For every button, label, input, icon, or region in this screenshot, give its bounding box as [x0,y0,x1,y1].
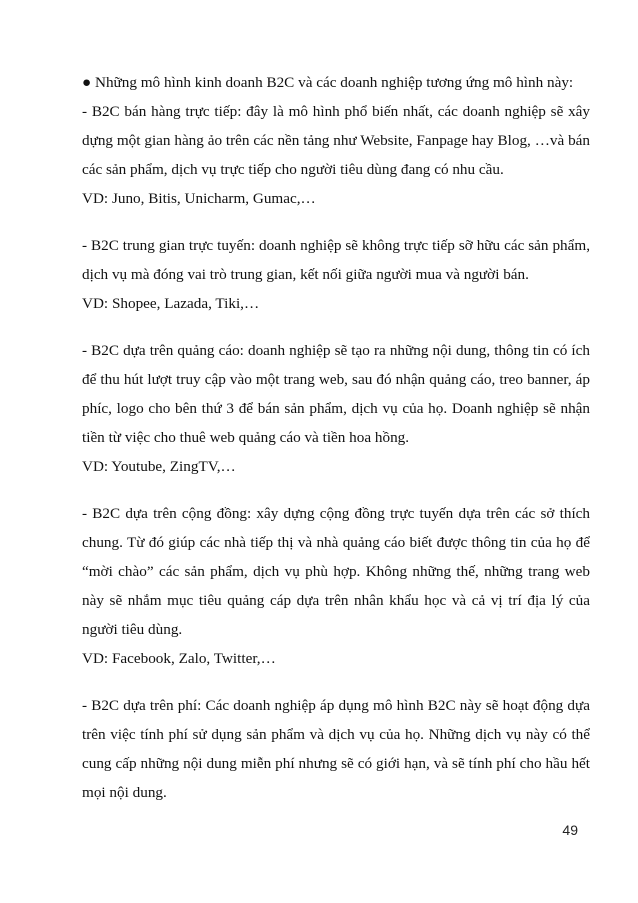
paragraph-advertising-based: - B2C dựa trên quảng cáo: doanh nghiệp sẽ tạo ra những nội dung, thông tin có ích để thu hút lượt truy cập vào một trang web, sau đó nhận quảng cáo, treo banner, áp phíc, logo cho bên thứ 3 để bán sản phẩm, dịch vụ của họ. Doanh nghiệp sẽ nhận tiền từ việc cho thuê web quảng cáo và tiền hoa hồng. [82,342,590,446]
example-advertising-based: VD: Youtube, ZingTV,… [82,458,236,475]
example-online-intermediary: VD: Shopee, Lazada, Tiki,… [82,295,260,312]
paragraph-community-based: - B2C dựa trên cộng đồng: xây dựng cộng đồng trực tuyến dựa trên các sở thích chung. Từ đó giúp các nhà tiếp thị và nhà quảng cáo biết được thông tin của họ để “mời chào” các sản phẩm, dịch vụ phù hợp. Không những thế, những trang web này sẽ nhắm mục tiêu quảng cáp dựa trên nhân khẩu học và cả vị trí địa lý của người tiêu dùng. [82,505,590,638]
page-content [82,68,590,807]
example-community-based: VD: Facebook, Zalo, Twitter,… [82,650,276,667]
page-number: 49 [562,822,578,838]
paragraph-fee-based: - B2C dựa trên phí: Các doanh nghiệp áp dụng mô hình B2C này sẽ hoạt động dựa trên việc tính phí sử dụng sản phẩm và dịch vụ của họ. Những dịch vụ này có thể cung cấp những nội dung miễn phí nhưng sẽ có giới hạn, và sẽ tính phí cho hầu hết mọi nội dung. [82,697,590,801]
example-direct-sales: VD: Juno, Bitis, Unicharm, Gumac,… [82,190,316,207]
paragraph-direct-sales: - B2C bán hàng trực tiếp: đây là mô hình phổ biến nhất, các doanh nghiệp sẽ xây dựng một gian hàng ảo trên các nền tảng như Website, Fanpage hay Blog, …và bán các sản phẩm, dịch vụ trực tiếp cho người tiêu dùng đang có nhu cầu. [82,103,590,178]
paragraph-online-intermediary: - B2C trung gian trực tuyến: doanh nghiệp sẽ không trực tiếp sỡ hữu các sản phẩm, dịch vụ mà đóng vai trò trung gian, kết nối giữa người mua và người bán. [82,237,590,283]
section-heading: ● Những mô hình kinh doanh B2C và các doanh nghiệp tương ứng mô hình này: [82,74,574,91]
